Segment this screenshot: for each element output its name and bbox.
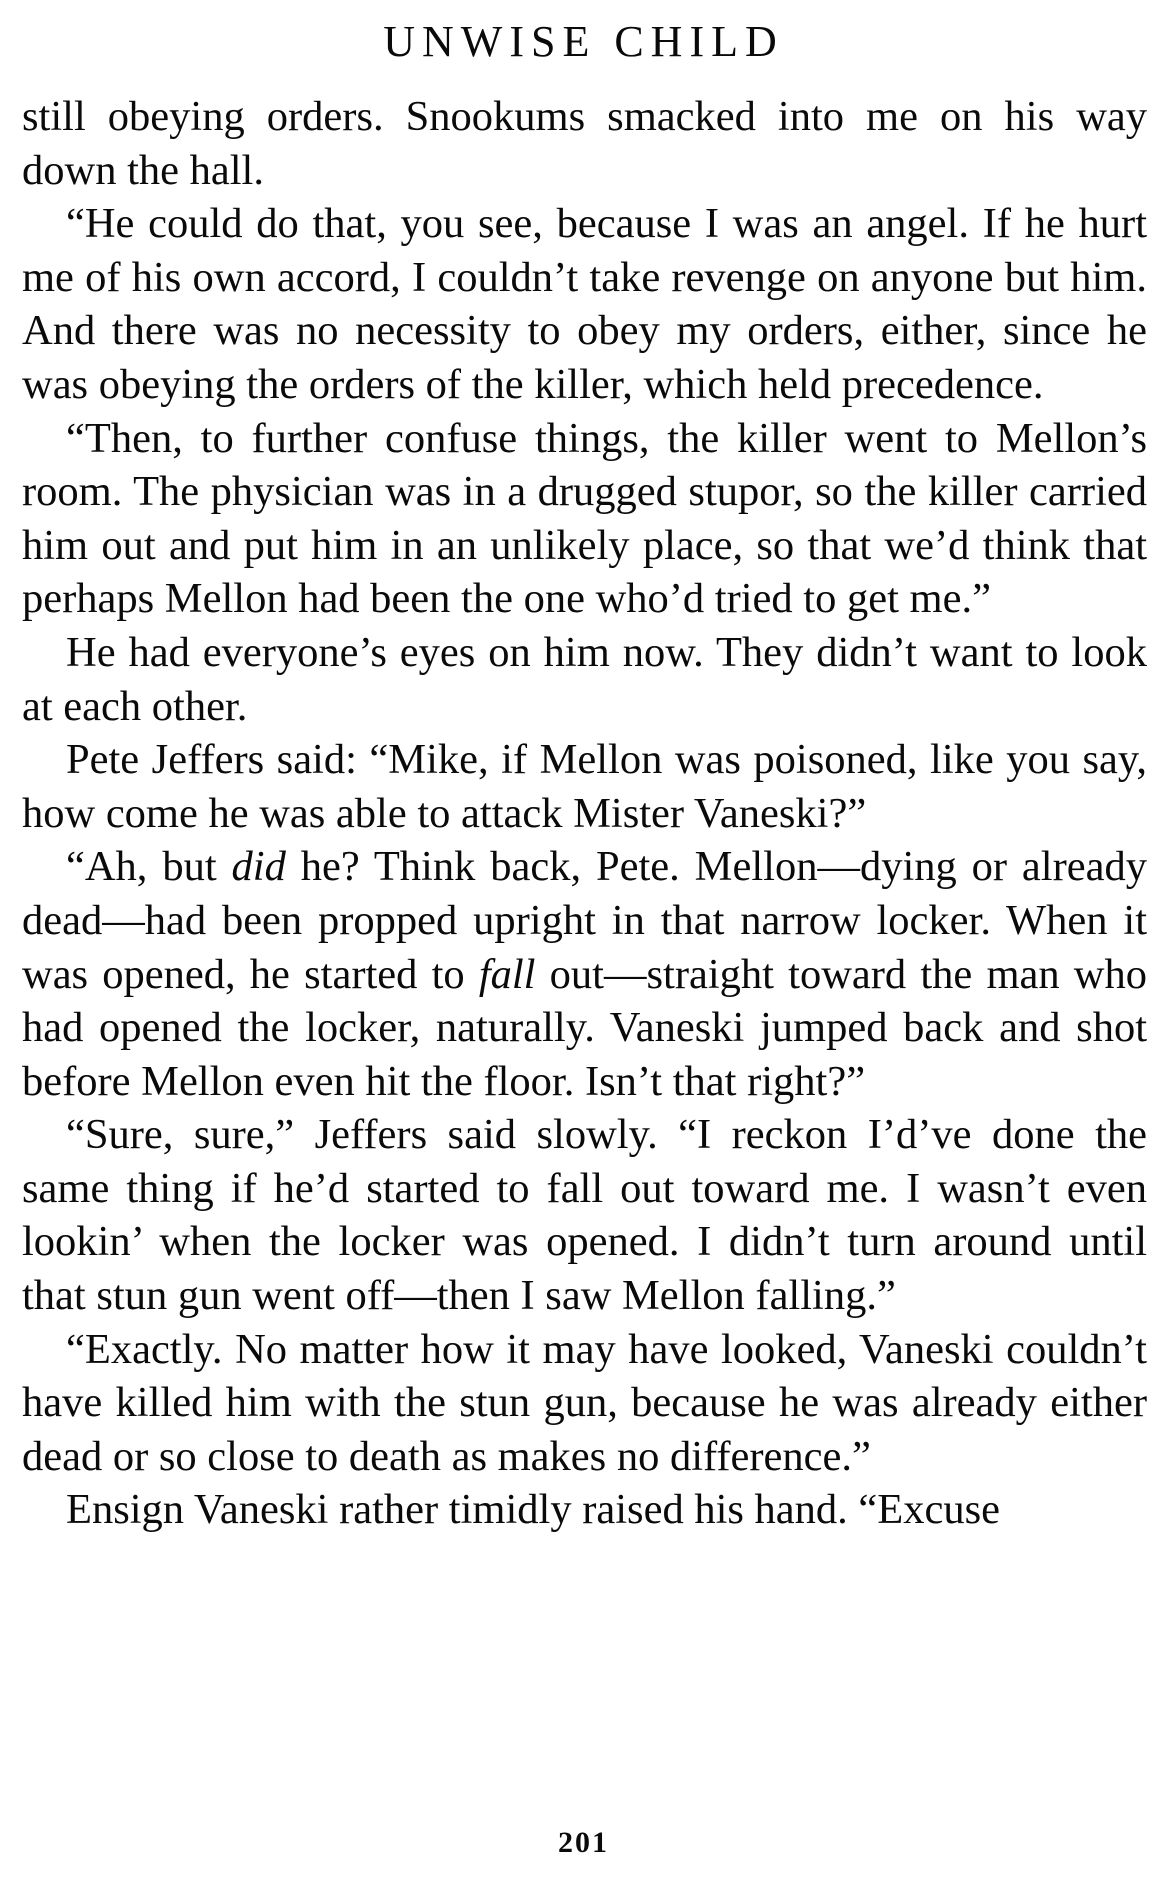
text-run: He had everyone’s eyes on him now. They didn’t want to look at each other. (22, 628, 1147, 730)
paragraph (22, 840, 1147, 1108)
text-run: “He could do that, you see, because I was an angel. If he hurt me of his own accord, I couldn’t take revenge on anyone but him. And there was no necessity to obey my orders, either, since he was obeying the orders of the killer, which held precedence. (22, 200, 1147, 408)
text-run: out—straight toward the man who had opened the locker, naturally. Vaneski jumped back and shot before Mellon even hit the floor. Isn’t that right?” (22, 950, 1147, 1105)
italic-text: did (231, 843, 286, 891)
paragraph (22, 1323, 1147, 1484)
paragraph (22, 1108, 1147, 1322)
text-run: still obeying orders. Snookums smacked into me on his way down the hall. (22, 93, 1147, 194)
paragraph (22, 197, 1147, 411)
paragraph (22, 626, 1147, 733)
text-run: “Exactly. No matter how it may have looked, Vaneski couldn’t have killed him with the stun gun, because he was already either dead or so close to death as makes no difference.” (22, 1325, 1147, 1480)
page-number: 201 (558, 1826, 609, 1859)
text-run: he? Think back, Pete. Mellon—dying or already dead—had been propped upright in that narrow locker. When it was opened, he started to (22, 843, 1147, 998)
text-run: Pete Jeffers said: “Mike, if Mellon was poisoned, like you say, how come he was able to attack Mister Vaneski?” (22, 736, 1147, 837)
paragraph (22, 1483, 1147, 1537)
paragraph (22, 90, 1147, 197)
paragraph (22, 733, 1147, 840)
running-head: UNWISE CHILD (383, 17, 784, 66)
italic-text: fall (478, 950, 536, 998)
text-run: “Ah, but (66, 843, 232, 891)
text-run: Ensign Vaneski rather timidly raised his hand. “Excuse (66, 1486, 1001, 1534)
text-run: “Then, to further confuse things, the killer went to Mellon’s room. The physician was in a drugged stupor, so the killer carried him out and put him in an unlikely place, so that we’d think that perhaps Mellon had been the one who’d tried to get me.” (22, 414, 1147, 623)
body-text (22, 90, 1147, 1537)
text-run: “Sure, sure,” Jeffers said slowly. “I reckon I’d’ve done the same thing if he’d started to fall out toward me. I wasn’t even lookin’ when the locker was opened. I didn’t turn around until that stun gun went off—then I saw Mellon falling.” (22, 1111, 1147, 1320)
paragraph (22, 412, 1147, 626)
